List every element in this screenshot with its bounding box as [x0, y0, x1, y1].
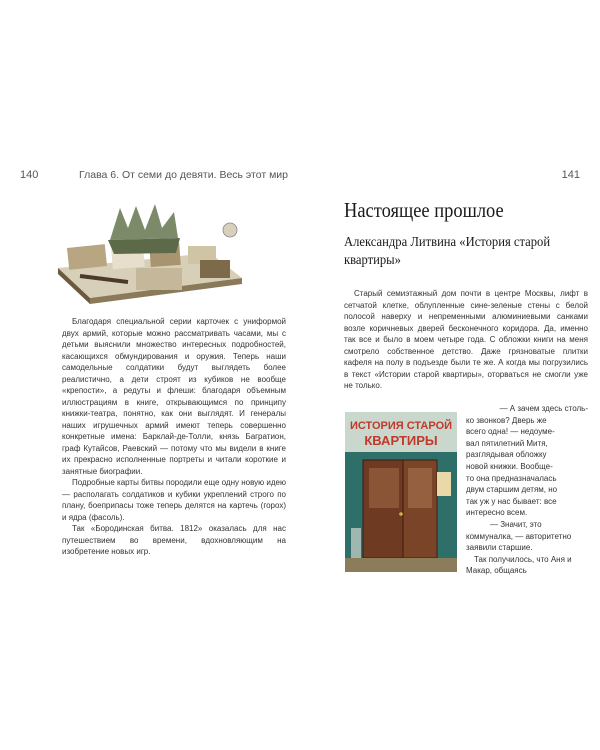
text-line: всего одна! — недоуме- [466, 427, 555, 437]
cover-title-line2: КВАРТИРЫ [364, 433, 438, 448]
page-number-left: 140 [20, 169, 39, 181]
text-line: интересно всем. [466, 508, 528, 518]
right-column-text [466, 403, 588, 577]
right-page [300, 0, 600, 750]
text-line: вал пятилетний Митя, [466, 438, 548, 448]
text-line: новой книжки. Вообще- [466, 461, 553, 471]
text-line: Так получилось, что Аня и Макар, общаясь [466, 554, 572, 576]
running-header: Глава 6. От семи до девяти. Весь этот мир [79, 169, 289, 181]
right-body-text [344, 288, 588, 392]
text-line: ко звонков? Дверь же [466, 415, 547, 425]
text-line: двум старшим детям, но [466, 485, 558, 495]
section-title: Настоящее прошлое [344, 198, 504, 222]
paragraph: Подробные карты битвы породили еще одну новую идею — располагать солдатиков и кубики укреплений строго по плану, боеприпасы тоже теперь делятся на картечь (горох) и ядра (фасоль). [62, 478, 286, 522]
text-line: — А зачем здесь столь- [499, 404, 588, 413]
paragraph: Так «Бородинская битва. 1812» оказалась для нас путешествием во времени, вдохновляющим на изобретение новых игр. [62, 524, 286, 556]
text-line: разглядывая обложку [466, 450, 547, 460]
page-number-right: 141 [561, 169, 580, 181]
paragraph: Благодаря специальной серии карточек с униформой двух армий, которые можно рассматривать часами, мы с детьми выяснили множество интересных подробностей, касающихся обмундирования и оружия. Теперь наши самодельные солдатики будут выглядеть более реалистично, а дети строят из кубиков не вообще «крепости», а редуты и флеши: благодаря объемным иллюстрациям в книге, открывающимся по принципу книжки-театра, понятно, как они выглядят. И генералы наших игрушечных армий имеют теперь совершенно конкретные имена: Барклай-де-Толли, князь Багратион, граф Кутайсов, Раевский — потому что мы видели в книге их прекрасно исполненные портреты и читали короткие и занятные биографии. [62, 317, 286, 476]
popup-book-photo [50, 198, 245, 310]
text-line: то она предназначалась [466, 473, 557, 483]
text-line: — Значит, это коммуналка, — авторитетно заявили старшие. [466, 519, 572, 553]
left-body-text [62, 316, 286, 558]
paragraph: Старый семиэтажный дом почти в центре Москвы, лифт в сетчатой клетке, облупленные сине-зеленые стены с белой полосой наверху и непременными алюминиевыми санками возле коричневых дверей бесконечного коридора. Да, именно так все и было в моем четыре года. С обложки книги на меня смотрело собственное детство. Даже грязноватые плитки кафеля на полу в подъезде были те же. А когда мы погрузились в текст «Истории старой квартиры», оторваться не смогли уже не только. [344, 289, 588, 390]
book-cover-image [345, 412, 457, 572]
cover-title-line1: ИСТОРИЯ СТАРОЙ [349, 420, 453, 432]
article-subtitle: Александра Литвина «История старой квартиры» [344, 235, 551, 268]
text-line: так уж у нас бывает: все [466, 496, 557, 506]
